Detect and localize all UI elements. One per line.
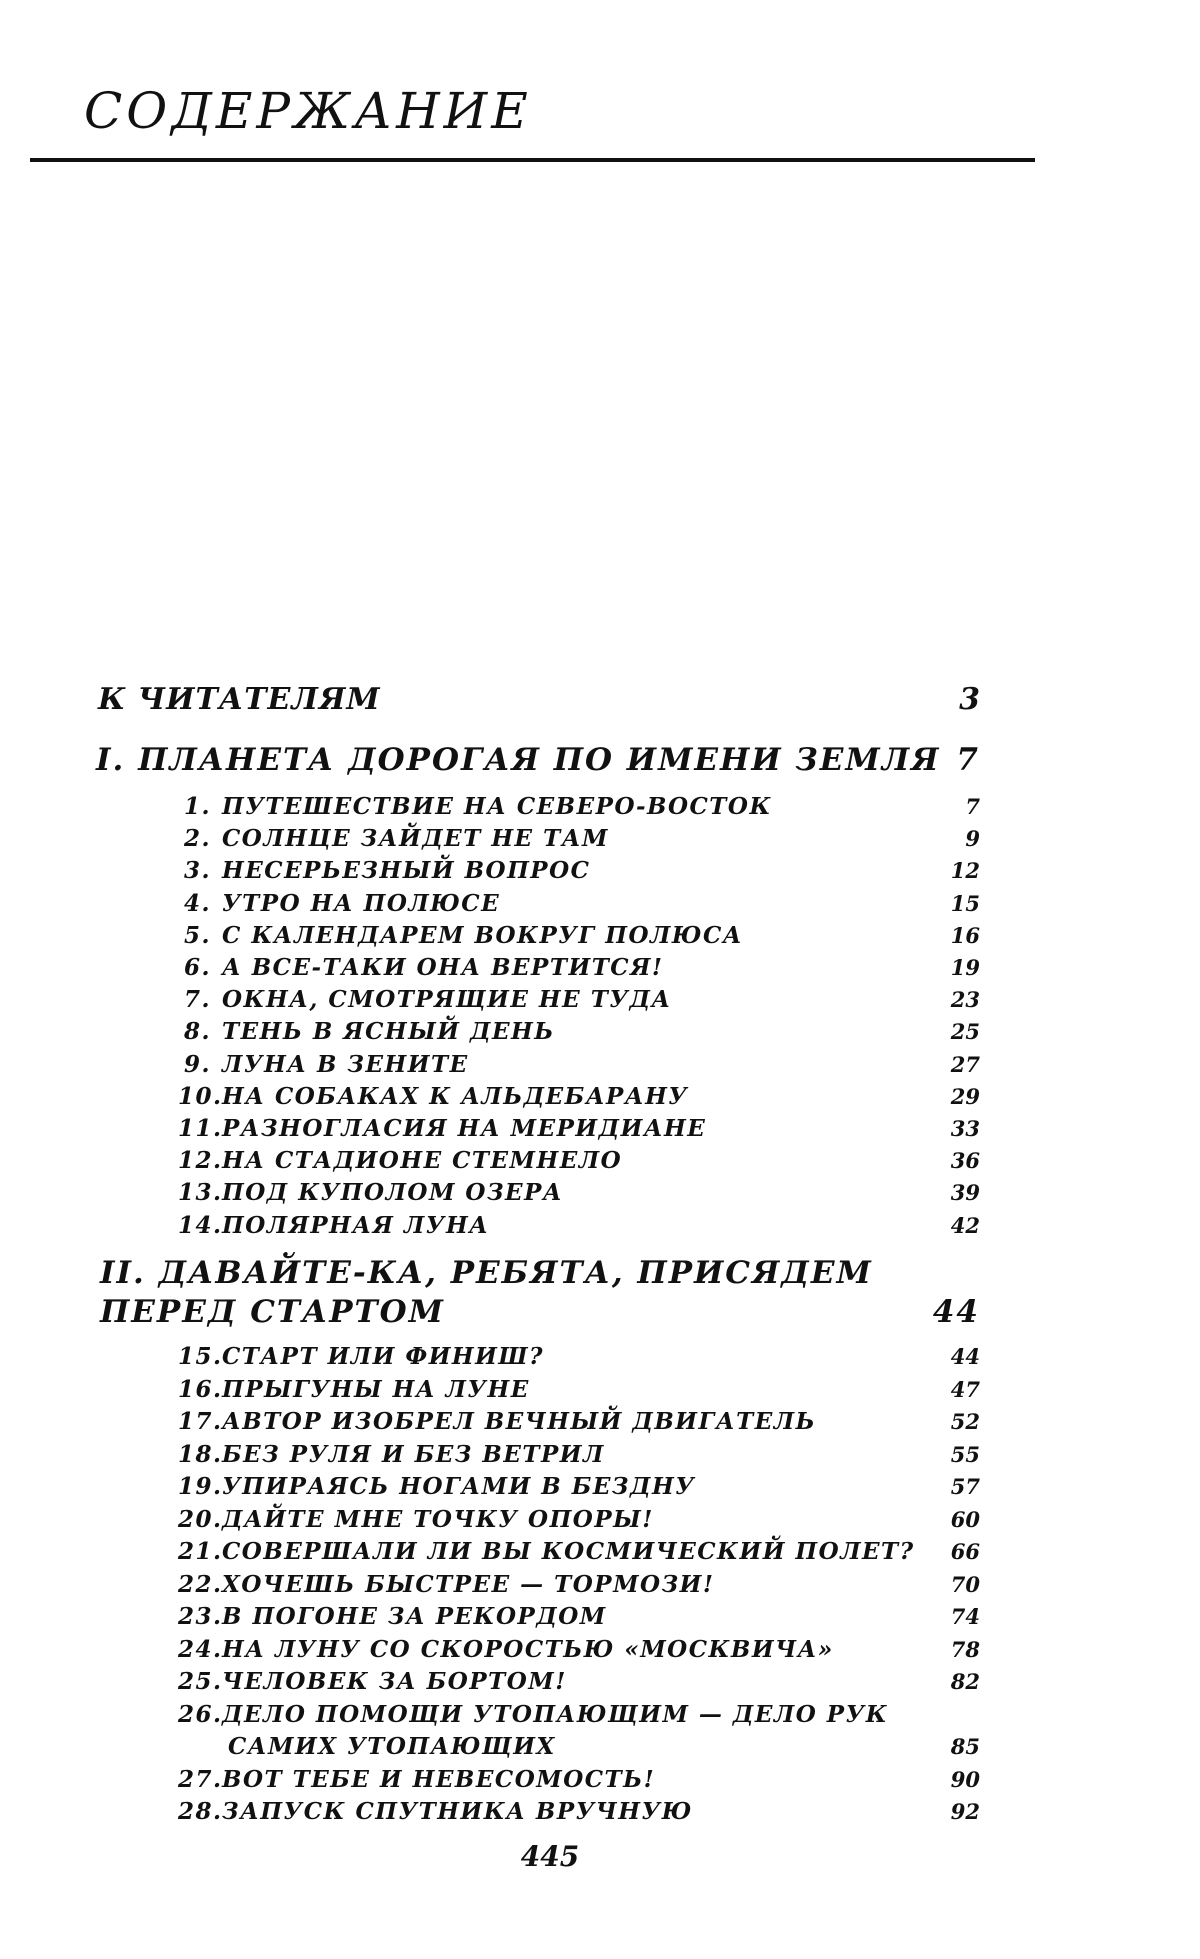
part-2-title-line-1[interactable]: II. ДАВАЙТЕ-КА, РЕБЯТА, ПРИСЯДЕМ [100, 1255, 873, 1291]
part-1-page: 7 [956, 742, 980, 778]
chapter-number: 10. [178, 1082, 223, 1110]
chapter-title: РАЗНОГЛАСИЯ НА МЕРИДИАНЕ [222, 1115, 707, 1142]
chapter-number: 27. [178, 1765, 223, 1793]
chapter-number: 16. [178, 1375, 223, 1403]
chapter-title: А ВСЕ-ТАКИ ОНА ВЕРТИТСЯ! [222, 954, 664, 981]
chapter-title: ПОД КУПОЛОМ ОЗЕРА [222, 1179, 564, 1207]
chapter-page: 78 [950, 1636, 980, 1662]
chapter-page: 44 [950, 1344, 980, 1369]
chapter-title: СОЛНЦЕ ЗАЙДЕТ НЕ ТАМ [222, 825, 609, 853]
chapter-page: 19 [950, 955, 980, 980]
part-2-title-line-2[interactable]: ПЕРЕД СТАРТОМ [100, 1294, 445, 1330]
chapter-number: 12. [178, 1147, 223, 1175]
chapter-number: 14. [178, 1211, 223, 1239]
chapter-number: 21. [178, 1538, 223, 1565]
chapter-page: 36 [950, 1148, 980, 1174]
chapter-title: В ПОГОНЕ ЗА РЕКОРДОМ [222, 1603, 607, 1630]
page-title: СОДЕРЖАНИЕ [84, 82, 532, 140]
chapter-page: 52 [950, 1409, 980, 1434]
chapter-title: СТАРТ ИЛИ ФИНИШ? [222, 1343, 545, 1370]
chapter-title: УПИРАЯСЬ НОГАМИ В БЕЗДНУ [222, 1473, 696, 1500]
chapter-number: 11. [178, 1115, 223, 1142]
chapter-number: 18. [178, 1440, 223, 1468]
part-2-page: 44 [932, 1294, 980, 1330]
chapter-number: 22. [178, 1570, 223, 1598]
chapter-page: 42 [950, 1212, 980, 1238]
chapter-title: ОКНА, СМОТРЯЩИЕ НЕ ТУДА [222, 986, 672, 1014]
chapter-number: 25. [178, 1668, 223, 1695]
chapter-page: 25 [950, 1019, 980, 1045]
chapter-title: ДАЙТЕ МНЕ ТОЧКУ ОПОРЫ! [222, 1505, 654, 1533]
chapter-title: ПРЫГУНЫ НА ЛУНЕ [222, 1375, 530, 1403]
chapter-title: НА СОБАКАХ К АЛЬДЕБАРАНУ [222, 1082, 689, 1110]
chapter-page: 55 [950, 1441, 980, 1467]
chapter-title: ВОТ ТЕБЕ И НЕВЕСОМОСТЬ! [222, 1765, 656, 1793]
chapter-number: 7. [184, 986, 212, 1014]
chapter-title: ЛУНА В ЗЕНИТЕ [222, 1050, 469, 1078]
preface-entry[interactable]: К ЧИТАТЕЛЯМ [98, 682, 381, 717]
chapter-page: 23 [950, 987, 980, 1013]
chapter-page: 74 [950, 1604, 980, 1629]
chapter-number: 5. [184, 921, 212, 949]
preface-page: 3 [959, 682, 980, 717]
chapter-number: 17. [178, 1408, 223, 1435]
title-rule [30, 158, 1035, 162]
chapter-title: ЧЕЛОВЕК ЗА БОРТОМ! [222, 1668, 567, 1695]
chapter-title: ХОЧЕШЬ БЫСТРЕЕ — ТОРМОЗИ! [222, 1570, 715, 1598]
chapter-page: 33 [950, 1116, 980, 1141]
chapter-page: 57 [950, 1474, 980, 1499]
chapter-number: 28. [178, 1798, 223, 1825]
chapter-title-line-2: САМИХ УТОПАЮЩИХ [228, 1733, 556, 1760]
chapter-title: НА СТАДИОНЕ СТЕМНЕЛО [222, 1147, 623, 1175]
chapter-page: 7 [965, 794, 980, 819]
chapter-page: 66 [950, 1539, 980, 1564]
chapter-number: 20. [178, 1505, 223, 1533]
chapter-number: 19. [178, 1473, 223, 1500]
chapter-page: 29 [950, 1083, 980, 1109]
chapter-page: 16 [950, 922, 980, 948]
chapter-title: АВТОР ИЗОБРЕЛ ВЕЧНЫЙ ДВИГАТЕЛЬ [222, 1408, 817, 1435]
chapter-number: 1. [184, 793, 212, 820]
chapter-number: 8. [184, 1018, 212, 1046]
chapter-number: 15. [178, 1343, 223, 1370]
part-1-title[interactable]: I. ПЛАНЕТА ДОРОГАЯ ПО ИМЕНИ ЗЕМЛЯ [96, 742, 941, 778]
chapter-page: 82 [950, 1669, 980, 1694]
chapter-number: 6. [184, 954, 212, 981]
chapter-page: 60 [950, 1506, 980, 1532]
chapter-title: ПУТЕШЕСТВИЕ НА СЕВЕРО-ВОСТОК [222, 793, 772, 820]
chapter-number: 4. [184, 889, 212, 917]
chapter-title: НА ЛУНУ СО СКОРОСТЬЮ «МОСКВИЧА» [222, 1635, 834, 1663]
chapter-page: 85 [950, 1734, 980, 1759]
chapter-page: 12 [950, 858, 980, 884]
chapter-title: СОВЕРШАЛИ ЛИ ВЫ КОСМИЧЕСКИЙ ПОЛЕТ? [222, 1538, 915, 1565]
chapter-page: 92 [950, 1799, 980, 1824]
chapter-number: 3. [184, 857, 212, 885]
chapter-number: 23. [178, 1603, 223, 1630]
chapter-number: 2. [184, 825, 212, 853]
chapter-page: 90 [950, 1766, 980, 1792]
chapter-page: 70 [950, 1571, 980, 1597]
chapter-number: 26. [178, 1700, 223, 1728]
chapter-page: 47 [950, 1376, 980, 1402]
chapter-title: ЗАПУСК СПУТНИКА ВРУЧНУЮ [222, 1798, 693, 1825]
chapter-title: ТЕНЬ В ЯСНЫЙ ДЕНЬ [222, 1018, 555, 1046]
chapter-page: 9 [965, 826, 980, 852]
chapter-title: ПОЛЯРНАЯ ЛУНА [222, 1211, 490, 1239]
chapter-number: 9. [184, 1050, 212, 1078]
chapter-title: ДЕЛО ПОМОЩИ УТОПАЮЩИМ — ДЕЛО РУК [222, 1700, 889, 1728]
chapter-title: НЕСЕРЬЕЗНЫЙ ВОПРОС [222, 857, 591, 885]
page-number: 445 [520, 1840, 580, 1873]
chapter-number: 13. [178, 1179, 223, 1207]
chapter-title: УТРО НА ПОЛЮСЕ [222, 889, 501, 917]
chapter-page: 27 [950, 1051, 980, 1077]
chapter-title: БЕЗ РУЛЯ И БЕЗ ВЕТРИЛ [222, 1440, 605, 1468]
chapter-title: С КАЛЕНДАРЕМ ВОКРУГ ПОЛЮСА [222, 921, 744, 949]
chapter-page: 15 [950, 890, 980, 916]
chapter-number: 24. [178, 1635, 223, 1663]
chapter-page: 39 [950, 1180, 980, 1206]
